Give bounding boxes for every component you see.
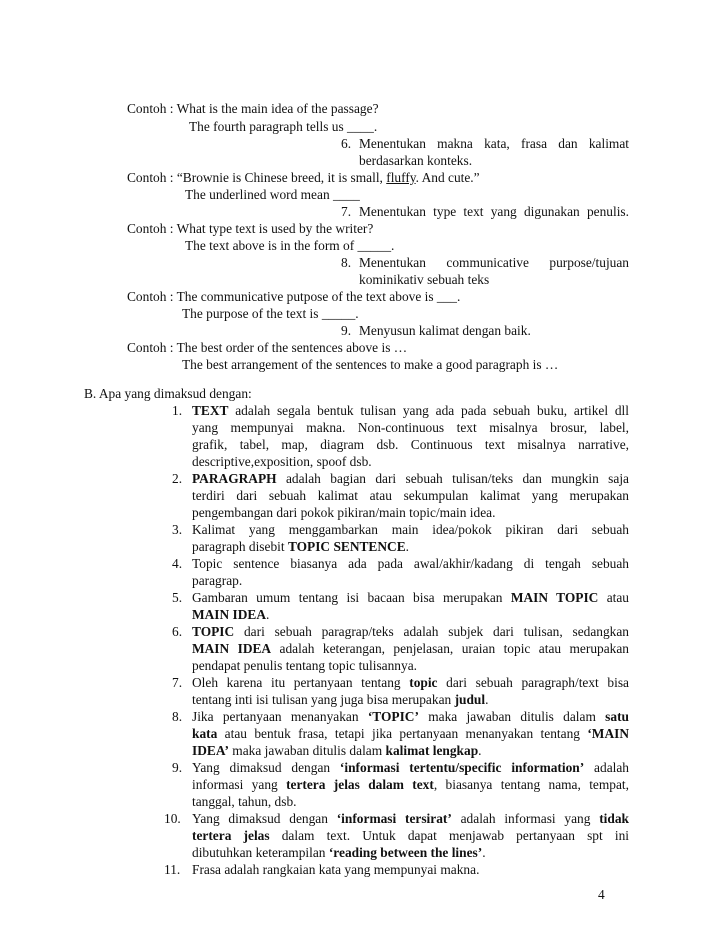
item-8-line2: kata atau bentuk frasa, tetapi jika pertanyaan menanyakan tentang ‘MAIN [192,726,629,741]
item-1-line2: yang mempunyai makna. Non-continuous text misalnya brosur, label, [192,420,629,435]
item-8-line1: Jika pertanyaan menanyakan ‘TOPIC’ maka jawaban ditulis dalam satu [192,709,629,724]
item-10-line3: dibutuhkan keterampilan ‘reading between the lines’. [192,845,486,860]
item-4-line1: Topic sentence biasanya ada pada awal/akhir/kadang di tengah sebuah [192,556,629,571]
item-9-line1: Yang dimaksud dengan ‘informasi tertentu/specific information’ adalah [192,760,629,775]
item-3-line1: Kalimat yang menggambarkan main idea/pokok pikiran dari sebuah [192,522,629,537]
skill-8-number: 8. [341,255,352,270]
example-2-stem: The underlined word mean ____ [185,187,360,202]
item-4-line2: paragrap. [192,573,243,588]
item-8-line3: IDEA’ maka jawaban ditulis dalam kalimat lengkap. [192,743,482,758]
skill-7-number: 7. [341,204,352,219]
skill-8-line1: Menentukan communicative purpose/tujuan [359,255,629,270]
item-2-line3: pengembangan dari pokok pikiran/main topic/main idea. [192,505,496,520]
item-1-line4: descriptive,exposition, spoof dsb. [192,454,372,469]
skill-6-number: 6. [341,136,352,151]
item-6-line2: MAIN IDEA adalah keterangan, penjelasan, uraian topic atau merupakan [192,641,629,656]
item-10-line1: Yang dimaksud dengan ‘informasi tersirat’ adalah informasi yang tidak [192,811,629,826]
item-5-line2: MAIN IDEA. [192,607,270,622]
item-7-number: 7. [172,675,183,690]
item-6-number: 6. [172,624,183,639]
example-2-question: Contoh : “Brownie is Chinese breed, it is small, fluffy. And cute.” [127,170,480,185]
item-5-line1: Gambaran umum tentang isi bacaan bisa merupakan MAIN TOPIC atau [192,590,629,605]
item-8-number: 8. [172,709,183,724]
item-6-line3: pendapat penulis tentang topic tulisannya. [192,658,417,673]
item-11-line1: Frasa adalah rangkaian kata yang mempunyai makna. [192,862,480,877]
example-4-question: Contoh : The communicative putpose of the text above is ___. [127,289,461,304]
page-number: 4 [598,887,605,902]
item-10-line2: tertera jelas dalam text. Untuk dapat menjawab pertanyaan spt ini [192,828,629,843]
example-5-stem: The best arrangement of the sentences to make a good paragraph is … [182,357,559,372]
item-3-line2: paragraph disebit TOPIC SENTENCE. [192,539,409,554]
item-1-number: 1. [172,403,183,418]
example-5-question: Contoh : The best order of the sentences above is … [127,340,408,355]
item-6-line1: TOPIC dari sebuah paragrap/teks adalah subjek dari tulisan, sedangkan [192,624,629,639]
item-11-number: 11. [164,862,181,877]
item-1-line3: grafik, tabel, map, diagram dsb. Continuous text misalnya narrative, [192,437,629,452]
item-3-number: 3. [172,522,183,537]
item-4-number: 4. [172,556,183,571]
item-9-line3: tanggal, tahun, dsb. [192,794,297,809]
section-b-heading: B. Apa yang dimaksud dengan: [84,386,252,401]
item-5-number: 5. [172,590,183,605]
example-3-question: Contoh : What type text is used by the writer? [127,221,374,236]
item-7-line2: tentang inti isi tulisan yang juga bisa merupakan judul. [192,692,489,707]
item-1-line1: TEXT adalah segala bentuk tulisan yang ada pada sebuah buku, artikel dll [192,403,629,418]
skill-9-line1: Menyusun kalimat dengan baik. [359,323,531,338]
item-2-line2: terdiri dari sebuah kalimat atau sekumpulan kalimat yang merupakan [192,488,629,503]
skill-9-number: 9. [341,323,352,338]
example-3-stem: The text above is in the form of _____. [185,238,395,253]
example-4-stem: The purpose of the text is _____. [182,306,359,321]
item-9-number: 9. [172,760,183,775]
example-1-stem: The fourth paragraph tells us ____. [189,119,378,134]
item-2-line1: PARAGRAPH adalah bagian dari sebuah tulisan/teks dan mungkin saja [192,471,629,486]
skill-7-line1: Menentukan type text yang digunakan penulis. [359,204,629,219]
underlined-word: fluffy [386,170,416,185]
skill-6-line1: Menentukan makna kata, frasa dan kalimat [359,136,629,151]
item-2-number: 2. [172,471,183,486]
item-9-line2: informasi yang tertera jelas dalam text, biasanya tentang nama, tempat, [192,777,629,792]
item-10-number: 10. [164,811,181,826]
skill-6-line2: berdasarkan konteks. [359,153,473,168]
example-1-question: Contoh : What is the main idea of the passage? [127,101,379,116]
item-7-line1: Oleh karena itu pertanyaan tentang topic dari sebuah paragraph/text bisa [192,675,629,690]
skill-8-line2: kominikativ sebuah teks [359,272,490,287]
